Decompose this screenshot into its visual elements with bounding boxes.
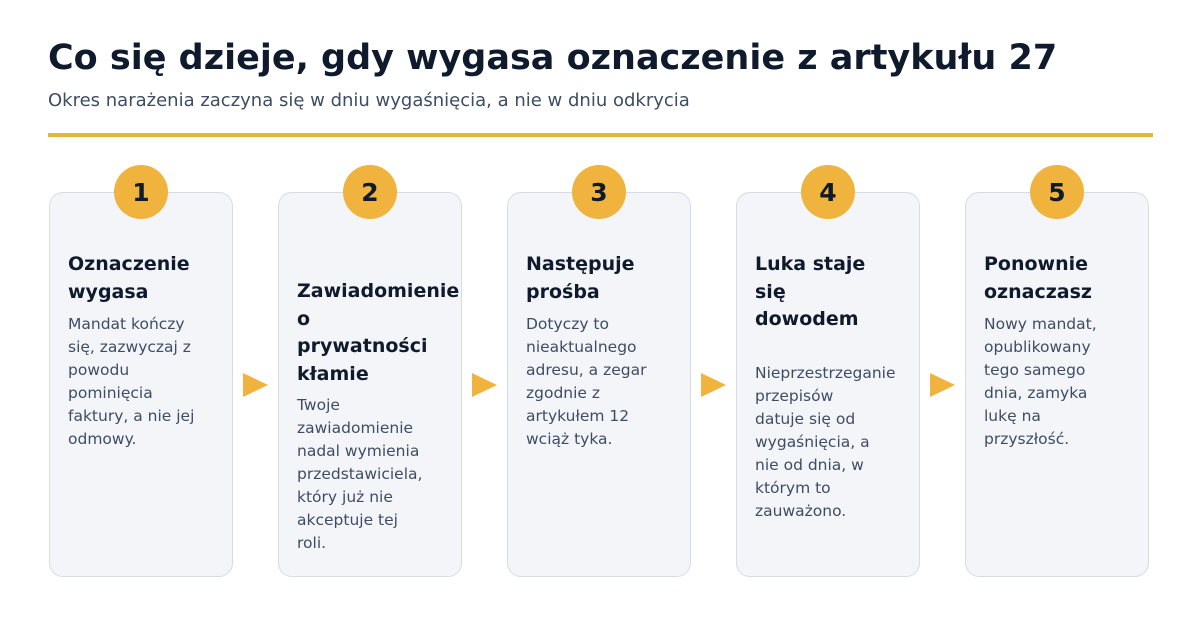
step-title-1: Oznaczenie wygasa: [68, 253, 190, 303]
step-number-badge-5: 5: [1030, 165, 1084, 219]
step-description-5: Nowy mandat, opublikowany tego samego dnia, zamyka lukę na przyszłość.: [984, 315, 1097, 448]
step-description-4: Nieprzestrzeganie przepisów datuje się od wygaśnięcia, a nie od dnia, w którym to zauważono.: [755, 364, 896, 520]
step-title-2: Zawiadomienie o prywatności kłamie: [297, 280, 460, 385]
arrow-right-icon: [243, 373, 268, 397]
step-description-2: Twoje zawiadomienie nadal wymienia przedstawiciela, który już nie akceptuje tej roli.: [297, 396, 423, 552]
step-number-badge-2: 2: [343, 165, 397, 219]
step-number-badge-4: 4: [801, 165, 855, 219]
title-divider: [48, 133, 1153, 137]
page-subtitle: Okres narażenia zaczyna się w dniu wygaśnięcia, a nie w dniu odkrycia: [48, 90, 690, 111]
step-title-5: Ponownie oznaczasz: [984, 253, 1092, 303]
step-title-3: Następuje prośba: [526, 253, 635, 303]
arrow-right-icon: [701, 373, 726, 397]
step-number-badge-3: 3: [572, 165, 626, 219]
step-number-badge-1: 1: [114, 165, 168, 219]
step-description-3: Dotyczy to nieaktualnego adresu, a zegar zgodnie z artykułem 12 wciąż tyka.: [526, 315, 647, 448]
step-description-1: Mandat kończy się, zazwyczaj z powodu pominięcia faktury, a nie jej odmowy.: [68, 315, 195, 448]
arrow-right-icon: [472, 373, 497, 397]
arrow-right-icon: [930, 373, 955, 397]
step-title-4: Luka staje się dowodem: [755, 253, 866, 330]
page-title: Co się dzieje, gdy wygasa oznaczenie z artykułu 27: [48, 38, 1058, 78]
